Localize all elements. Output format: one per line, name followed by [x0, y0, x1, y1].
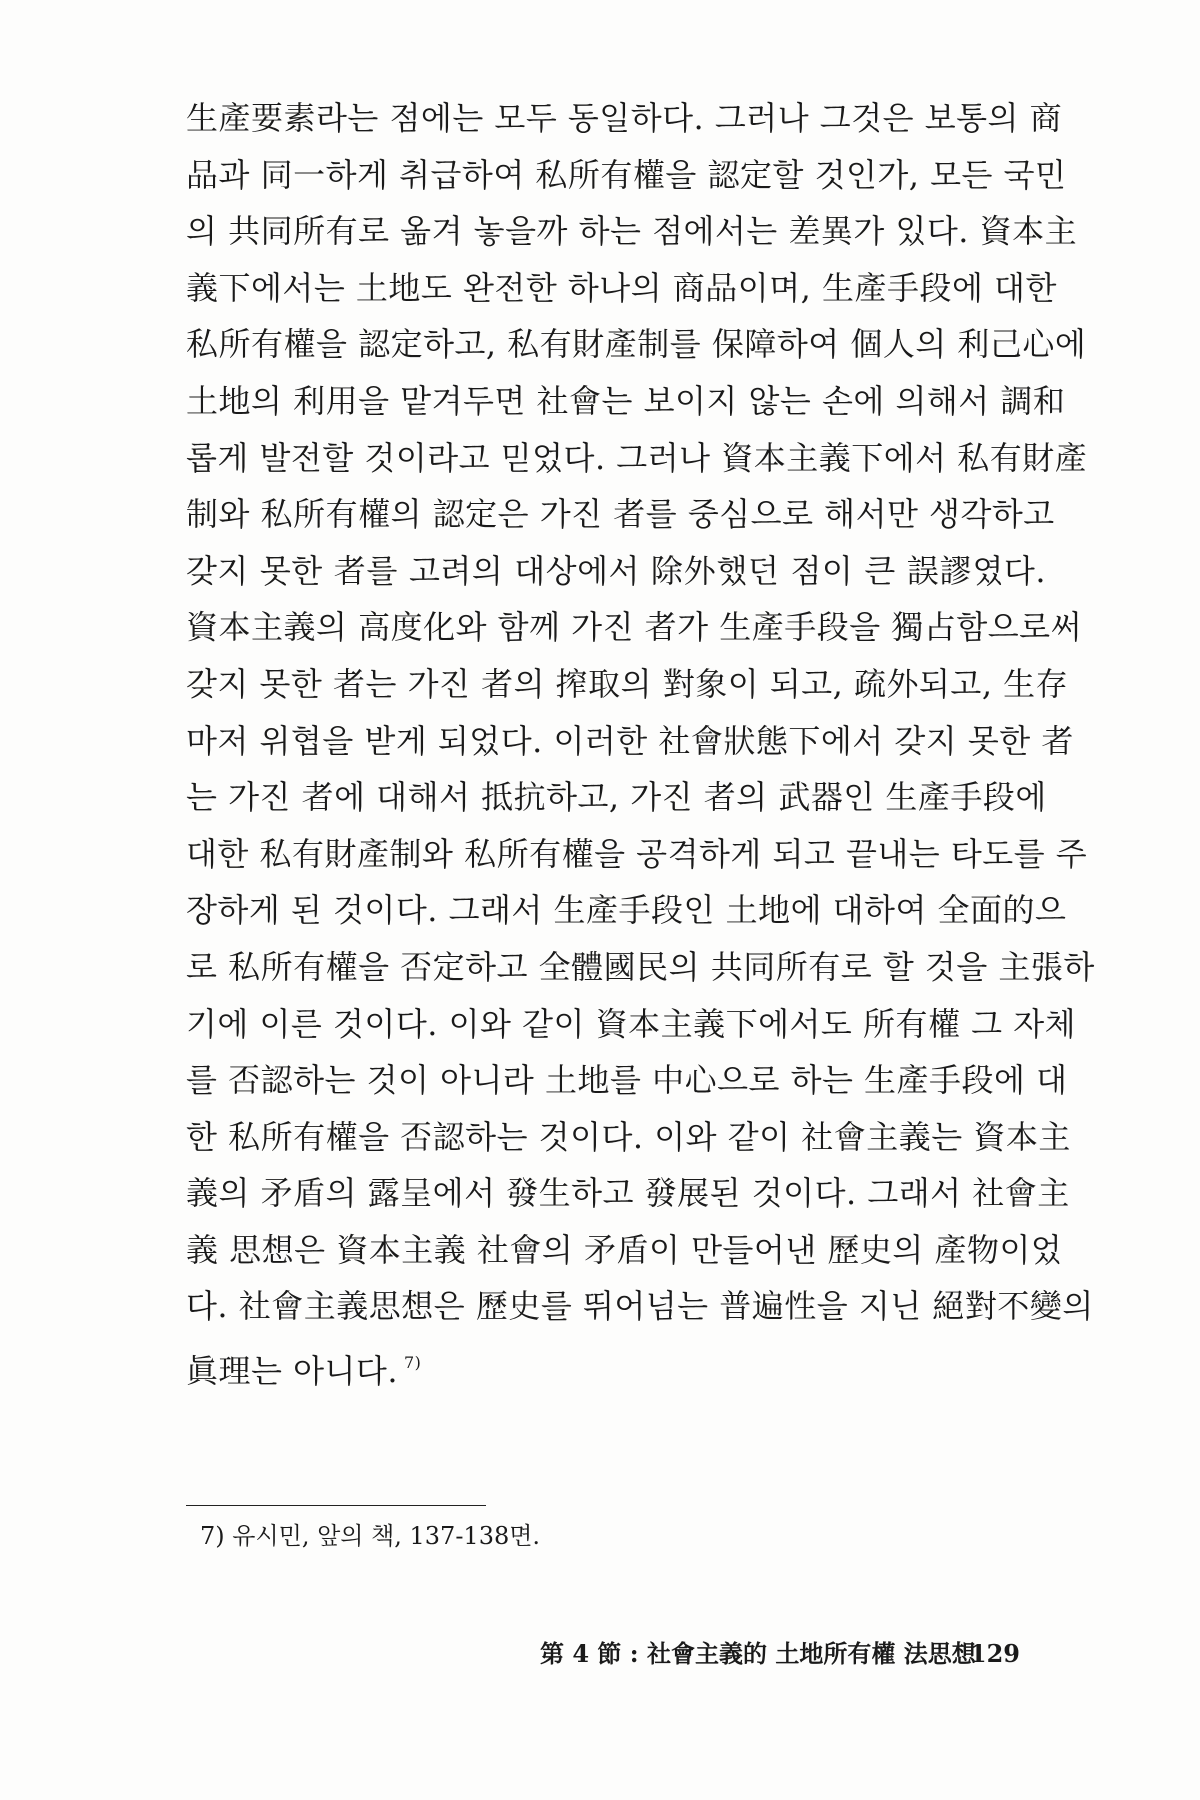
text-line: 義下에서는 土地도 완전한 하나의 商品이며, 生產手段에 대한: [186, 268, 1057, 307]
text-line-content: 眞理는 아니다.: [186, 1352, 398, 1391]
text-line: 다. 社會主義思想은 歷史를 뛰어넘는 普遍性을 지닌 絕對不變의: [186, 1287, 1094, 1326]
text-line: 갖지 못한 者를 고려의 대상에서 除外했던 점이 큰 誤謬였다.: [186, 551, 1046, 590]
body-text: [186, 90, 1095, 1392]
footnote: 7) 유시민, 앞의 책, 137-138면.: [200, 1522, 541, 1550]
text-line: 의 共同所有로 옮겨 놓을까 하는 점에서는 差異가 있다. 資本主: [186, 212, 1078, 251]
text-line: 生產要素라는 점에는 모두 동일하다. 그러나 그것은 보통의 商: [186, 99, 1063, 137]
text-line: 는 가진 者에 대해서 抵抗하고, 가진 者의 武器인 生產手段에: [186, 778, 1047, 817]
text-line: 制와 私所有權의 認定은 가진 者를 중심으로 해서만 생각하고: [186, 495, 1055, 534]
footnote-divider: [186, 1505, 486, 1506]
text-line: 갖지 못한 者는 가진 者의 搾取의 對象이 되고, 疏外되고, 生存: [186, 664, 1069, 703]
text-line: 品과 同一하게 취급하여 私所有權을 認定할 것인가, 모든 국민: [186, 155, 1067, 194]
text-line: 義의 矛盾의 露呈에서 發生하고 發展된 것이다. 그래서 社會主: [186, 1174, 1070, 1213]
text-line: 義 思想은 資本主義 社會의 矛盾이 만들어낸 歷史의 產物이었: [186, 1230, 1063, 1269]
text-line: 롭게 발전할 것이라고 믿었다. 그러나 資本主義下에서 私有財產: [186, 438, 1088, 477]
text-line: 마저 위협을 받게 되었다. 이러한 社會狀態下에서 갖지 못한 者: [186, 721, 1074, 760]
running-footer: [540, 1637, 1020, 1671]
text-line: 장하게 된 것이다. 그래서 生產手段인 土地에 대하여 全面的으: [186, 891, 1067, 930]
text-line: 資本主義의 高度化와 함께 가진 者가 生產手段을 獨占함으로써: [186, 608, 1082, 647]
text-line: 기에 이른 것이다. 이와 같이 資本主義下에서도 所有權 그 자체: [186, 1004, 1077, 1043]
section-title: 第 4 節 : 社會主義的 土地所有權 法思想: [540, 1639, 976, 1668]
text-line-last: [186, 1335, 1046, 1392]
text-line: 대한 私有財產制와 私所有權을 공격하게 되고 끝내는 타도를 주: [186, 834, 1088, 873]
text-line: 土地의 利用을 맡겨두면 社會는 보이지 않는 손에 의해서 調和: [186, 381, 1066, 420]
text-line: 한 私所有權을 否認하는 것이다. 이와 같이 社會主義는 資本主: [186, 1117, 1071, 1156]
text-line: 를 否認하는 것이 아니라 土地를 中心으로 하는 生產手段에 대: [186, 1061, 1068, 1100]
text-line: 로 私所有權을 否定하고 全體國民의 共同所有로 할 것을 主張하: [186, 947, 1095, 986]
footnote-reference[interactable]: 7): [404, 1353, 422, 1373]
text-line: 私所有權을 認定하고, 私有財產制를 保障하여 個人의 利己心에: [186, 325, 1087, 364]
page-number: 129: [969, 1639, 1020, 1668]
